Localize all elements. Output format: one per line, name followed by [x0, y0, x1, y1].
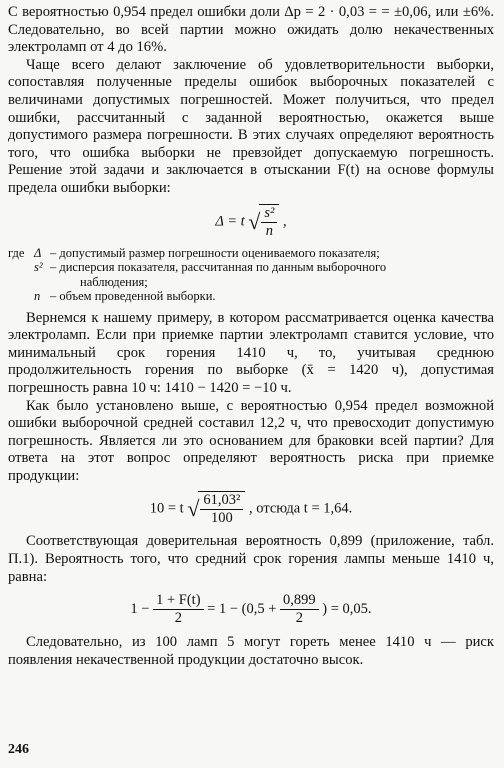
definitions-list [8, 246, 494, 304]
definition-symbol: n [34, 289, 41, 304]
formula1-lhs: Δ = t [215, 212, 245, 229]
formula3-lead: 1 − [130, 601, 150, 618]
paragraph-1: С вероятностью 0,954 предел ошибки доли Δp = 2 · 0,03 = = ±0,06, или ±6%. Следовательно, во всей партии можно ожидать долю некачественных электроламп от 4 до 16%. [8, 4, 494, 56]
page-number: 246 [8, 742, 29, 757]
formula3-tail: ) = 0,05. [322, 601, 372, 618]
formula2-tail: , отсюда t = 1,64. [249, 500, 353, 517]
definition-symbol: Δ [34, 245, 42, 260]
formula3-frac1-num: 1 + F(t) [153, 592, 203, 610]
formula2-num: 61,03² [200, 492, 243, 510]
formula1-den: n [265, 222, 273, 239]
paragraph-5: Соответствующая доверительная вероятность 0,899 (приложение, табл. П.1). Вероятность того, что средний срок горения лампы меньше 1410 ч, равна: [8, 533, 494, 585]
formula1-tail: , [283, 212, 287, 229]
definition-item [8, 246, 494, 261]
radicand [259, 204, 279, 240]
definition-text: – допустимый размер погрешности оцениваемого показателя; [50, 245, 380, 260]
paragraph-3: Вернемся к нашему примеру, в котором рассматривается оценка качества электроламп. Если при приемке партии электроламп ставится условие, что минимальный срок горения 1410 ч, то, учитывая среднюю продолжительность горения по выборке (x̄ = 1420 ч), допустимая погрешность равна 10 ч: 1410 − 1420 = −10 ч. [8, 309, 494, 396]
formula3-mid: = 1 − (0,5 + [207, 601, 277, 618]
paragraph-6: Следовательно, из 100 ламп 5 могут гореть менее 1410 ч — риск появления некачественной продукции достаточно высок. [8, 634, 494, 668]
paragraph-2: Чаще всего делают заключение об удовлетворительности выборки, сопоставляя полученные пределы ошибок выборочных показателей с величинами допустимых погрешностей. Может получиться, что предел ошибки, рассчитанный с заданной вероятностью, окажется выше допустимого размера погрешности. В этих случаях определяют вероятность того, что ошибка выборки не превзойдет допускаемую погрешность. Решение этой задачи и заключается в отыскании F(t) на основе формулы предела ошибки выборки: [8, 56, 494, 196]
formula1-num: s² [261, 205, 277, 223]
definition-continuation [8, 275, 494, 290]
definition-text: – объем проведенной выборки. [50, 289, 216, 304]
formula3-frac1-den: 2 [174, 610, 182, 627]
radical-sign: √ [248, 208, 261, 234]
formula2-den: 100 [211, 510, 233, 527]
definitions-lead: где [8, 245, 25, 260]
formula-probability [8, 592, 494, 630]
formula2-lhs: 10 = t [149, 500, 184, 517]
definition-item [8, 289, 494, 304]
radicand [198, 491, 245, 527]
formula3-frac2-num: 0,899 [280, 592, 319, 610]
formula3-frac2-den: 2 [295, 610, 303, 627]
definition-text: наблюдения; [80, 274, 148, 289]
radical-sign: √ [187, 496, 200, 522]
definition-item [8, 260, 494, 275]
paragraph-4: Как было установлено выше, с вероятностью 0,954 предел возможной ошибки выборочной средней составил 12,2 ч, что превосходит допустимую погрешность. Является ли это основанием для браковки всей партии? Для ответа на этот вопрос определяют вероятность риска при приемке продукции: [8, 397, 494, 484]
formula-error-limit [8, 204, 494, 242]
definition-symbol: s² [34, 260, 43, 275]
formula-risk [8, 491, 494, 529]
definition-text: – дисперсия показателя, рассчитанная по данным выборочного [50, 260, 387, 275]
